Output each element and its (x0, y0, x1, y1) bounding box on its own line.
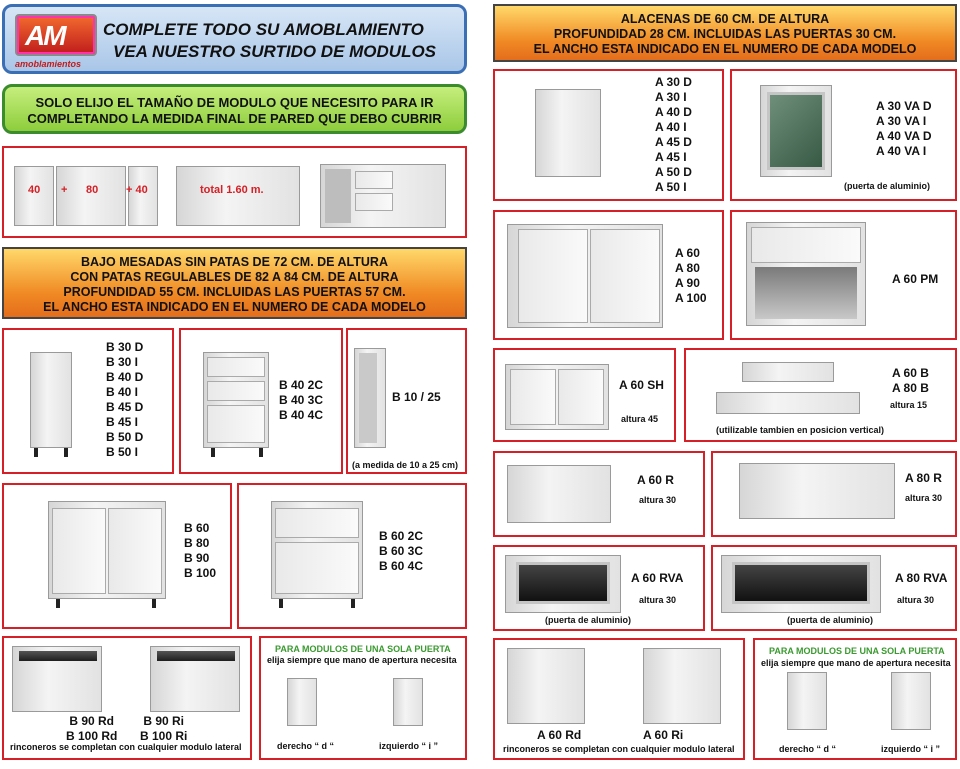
b-double-cabinet (48, 501, 166, 599)
model-label: B 90 Rd (69, 714, 115, 728)
a-single-cabinet (535, 89, 601, 177)
corner-top-opening (157, 651, 235, 661)
b-corner-panel (2, 636, 252, 760)
b-corner-left-models (66, 714, 117, 744)
a-corner-cabinet-d (507, 648, 585, 724)
a-80r-label: A 80 R (905, 471, 942, 485)
a-corner-right-model: A 60 Ri (643, 728, 684, 742)
drawer-front (207, 357, 265, 377)
a-60rva-label: A 60 RVA (631, 571, 684, 585)
model-label: B 100 Ri (140, 729, 188, 743)
b-narrow-note: (a medida de 10 a 25 cm) (352, 460, 459, 470)
door-info-right-panel (753, 638, 957, 760)
a-sh-cabinet (505, 364, 609, 430)
door-info-left-subtitle: elija siempre que mano de apertura necesita (267, 655, 457, 665)
corner-top-opening (19, 651, 97, 661)
bajo-line2: CON PATAS REGULABLES DE 82 A 84 CM. DE ALTURA (70, 270, 399, 284)
a-glass-note: (puerta de aluminio) (844, 181, 931, 191)
a-corner-left-model: A 60 Rd (537, 728, 582, 742)
model-label: A 30 VA D (876, 99, 932, 113)
a-pm-label: A 60 PM (892, 272, 939, 286)
a-80r-panel (711, 451, 957, 537)
b-drawers-panel (179, 328, 343, 474)
a-80r-cabinet (739, 463, 895, 519)
a-60rva-panel (493, 545, 705, 631)
door-info-right-subtitle: elija siempre que mano de apertura necesita (761, 658, 951, 668)
a-corner-panel (493, 638, 745, 760)
model-label: A 30 I (655, 90, 687, 104)
example-total: total 1.60 m. (200, 184, 264, 196)
example-cabinet-1 (14, 166, 54, 226)
example-panel (2, 146, 467, 238)
door-right-open-cabinet (787, 672, 827, 730)
model-label: A 90 (675, 276, 700, 290)
intro-line2: COMPLETANDO LA MEDIDA FINAL DE PARED QUE DEBO CUBRIR (27, 111, 442, 126)
brand-logo (15, 14, 97, 56)
model-label: B 50 I (106, 445, 139, 459)
cabinet-leg (152, 599, 156, 608)
model-label: A 45 I (655, 150, 687, 164)
a-60rva-door (516, 562, 610, 604)
b-drawers-cabinet (203, 352, 269, 448)
model-label: B 100 Rd (66, 729, 118, 743)
model-label: A 30 VA I (876, 114, 927, 128)
a-double-cabinet (507, 224, 663, 328)
example-m1: 40 (28, 184, 41, 196)
a-80rva-panel (711, 545, 957, 631)
model-label: B 45 D (106, 400, 144, 414)
example-plus: + (61, 184, 68, 196)
a-60r-label: A 60 R (637, 473, 674, 487)
alacenas-line3: EL ANCHO ESTA INDICADO EN EL NUMERO DE CADA MODELO (533, 42, 917, 56)
header-title-line2: VEA NUESTRO SURTIDO DE MODULOS (113, 42, 437, 61)
model-label: B 60 4C (379, 559, 424, 573)
model-label: B 100 (184, 566, 217, 580)
door-info-left-left-label: izquierdo “ i ” (379, 741, 439, 751)
model-label: B 40 4C (279, 408, 324, 422)
a-60r-panel (493, 451, 705, 537)
example-m2: 80 (86, 184, 99, 196)
model-label: A 40 VA D (876, 129, 932, 143)
example-drawer (355, 171, 393, 189)
door-front (510, 369, 556, 425)
b-single-cabinet (30, 352, 72, 448)
a-glass-panel (730, 69, 957, 201)
b-corner-cabinet-i (150, 646, 240, 712)
alacenas-line2: PROFUNDIDAD 28 CM. INCLUIDAS LAS PUERTAS 30 CM. (553, 27, 897, 41)
cabinet-leg (34, 448, 38, 457)
b-narrow-cabinet (354, 348, 386, 448)
b-narrow-interior (359, 353, 377, 443)
model-label: B 80 (184, 536, 210, 550)
a-60rva-note: (puerta de aluminio) (545, 615, 632, 625)
door-info-left-title: PARA MODULOS DE UNA SOLA PUERTA (275, 644, 451, 654)
brand-logo-mark: AM (25, 20, 65, 51)
a-80rva-door (732, 562, 870, 604)
a-80r-height: altura 30 (905, 493, 943, 503)
b-narrow-label: B 10 / 25 (392, 390, 441, 404)
model-label: B 45 I (106, 415, 139, 429)
b-double-drawers-panel (237, 483, 467, 629)
door-right-open-cabinet (287, 678, 317, 726)
a-glass-models (876, 99, 932, 159)
model-label: B 40 I (106, 385, 139, 399)
model-label: B 30 D (106, 340, 144, 354)
a-60r-height: altura 30 (639, 495, 677, 505)
b-single-models (106, 340, 143, 460)
model-label: B 40 D (106, 370, 144, 384)
bajo-line3: PROFUNDIDAD 55 CM. INCLUIDAS LAS PUERTAS 57 CM. (63, 285, 406, 299)
cabinet-leg (56, 599, 60, 608)
a-single-models (655, 75, 692, 195)
bajo-line1: BAJO MESADAS SIN PATAS DE 72 CM. DE ALTURA (81, 255, 388, 269)
b-corner-note: rinconeros se completan con cualquier modulo lateral (10, 742, 242, 752)
a-pm-cabinet (746, 222, 866, 326)
a-80rva-height: altura 30 (897, 595, 935, 605)
door-info-right-title: PARA MODULOS DE UNA SOLA PUERTA (769, 646, 945, 656)
model-label: A 40 VA I (876, 144, 927, 158)
alacenas-line1: ALACENAS DE 60 CM. DE ALTURA (620, 12, 830, 26)
model-label: B 30 I (106, 355, 139, 369)
model-label: A 80 (675, 261, 700, 275)
example-cabinet-3 (128, 166, 158, 226)
a-pm-panel (730, 210, 957, 340)
example-m3: + 40 (126, 184, 148, 196)
example-cabinet-2 (56, 166, 126, 226)
model-label: A 100 (675, 291, 707, 305)
a-sh-panel (493, 348, 676, 442)
model-label: A 40 I (655, 120, 687, 134)
cabinet-leg (351, 599, 355, 608)
example-open-cabinet (320, 164, 446, 228)
brand-logo-text: amoblamientos (15, 59, 82, 69)
b-corner-cabinet-d (12, 646, 102, 712)
door-info-left-right-label: derecho “ d “ (277, 741, 335, 751)
door-info-left-panel (259, 636, 467, 760)
bajo-banner (2, 247, 467, 319)
b-double-drawers-cabinet (271, 501, 363, 599)
a-80rva-cabinet (721, 555, 881, 613)
model-label: B 60 3C (379, 544, 424, 558)
door-front (590, 229, 660, 323)
b-corner-right-models (140, 714, 187, 744)
example-open-interior (325, 169, 351, 223)
a-double-panel (493, 210, 724, 340)
example-drawer (355, 193, 393, 211)
drawer-front (275, 542, 359, 594)
door-info-right-right-label: derecho “ d “ (779, 744, 837, 754)
a-pm-open-space (755, 267, 857, 319)
a-glass-cabinet (760, 85, 832, 177)
b-single-panel (2, 328, 174, 474)
a-sh-label: A 60 SH (619, 378, 664, 392)
a-60rva-cabinet (505, 555, 621, 613)
door-front (108, 508, 162, 594)
bajo-line4: EL ANCHO ESTA INDICADO EN EL NUMERO DE CADA MODELO (43, 300, 426, 314)
a-80rva-note: (puerta de aluminio) (787, 615, 874, 625)
a-b-note: (utilizable tambien en posicion vertical) (716, 425, 885, 435)
model-label: B 50 D (106, 430, 144, 444)
model-label: B 40 3C (279, 393, 324, 407)
door-front (558, 369, 604, 425)
b-double-panel (2, 483, 232, 629)
cabinet-leg (211, 448, 215, 457)
a-b-height: altura 15 (890, 400, 928, 410)
alacenas-banner (493, 4, 957, 62)
model-label: A 50 D (655, 165, 692, 179)
drawer-front (207, 381, 265, 401)
model-label: A 30 D (655, 75, 692, 89)
model-label: A 50 I (655, 180, 687, 194)
a-b-shelf-large (716, 392, 860, 414)
door-front (751, 227, 861, 263)
header-title-line1: COMPLETE TODO SU AMOBLAMIENTO (103, 20, 424, 39)
header-banner (2, 4, 467, 74)
a-60rva-height: altura 30 (639, 595, 677, 605)
a-b-model-1: A 60 B (892, 366, 929, 380)
cabinet-leg (259, 448, 263, 457)
a-b-panel (684, 348, 957, 442)
a-60r-cabinet (507, 465, 611, 523)
b-double-drawers-models (379, 529, 423, 574)
model-label: B 90 (184, 551, 210, 565)
model-label: A 45 D (655, 135, 692, 149)
door-info-right-left-label: izquierdo “ i ” (881, 744, 941, 754)
b-narrow-panel (346, 328, 467, 474)
door-left-open-cabinet (891, 672, 931, 730)
cabinet-leg (279, 599, 283, 608)
intro-line1: SOLO ELIJO EL TAMAÑO DE MODULO QUE NECESITO PARA IR (35, 95, 434, 110)
door-front (518, 229, 588, 323)
cabinet-leg (64, 448, 68, 457)
example-combined-cabinet (176, 166, 300, 226)
a-corner-note: rinconeros se completan con cualquier modulo lateral (503, 744, 735, 754)
b-double-models (184, 521, 216, 581)
b-drawers-models (279, 378, 323, 423)
a-single-panel (493, 69, 724, 201)
model-label: B 60 (184, 521, 210, 535)
door-left-open-cabinet (393, 678, 423, 726)
a-80rva-label: A 80 RVA (895, 571, 948, 585)
a-double-models (675, 246, 707, 306)
model-label: A 40 D (655, 105, 692, 119)
intro-banner (2, 84, 467, 134)
model-label: B 90 Ri (143, 714, 185, 728)
a-sh-height: altura 45 (621, 414, 659, 424)
a-b-shelf-small (742, 362, 834, 382)
a-corner-cabinet-i (643, 648, 721, 724)
door-front (52, 508, 106, 594)
a-glass-door (767, 92, 825, 170)
drawer-front (275, 508, 359, 538)
model-label: B 40 2C (279, 378, 324, 392)
drawer-front (207, 405, 265, 443)
model-label: B 60 2C (379, 529, 424, 543)
model-label: A 60 (675, 246, 700, 260)
a-b-model-2: A 80 B (892, 381, 929, 395)
